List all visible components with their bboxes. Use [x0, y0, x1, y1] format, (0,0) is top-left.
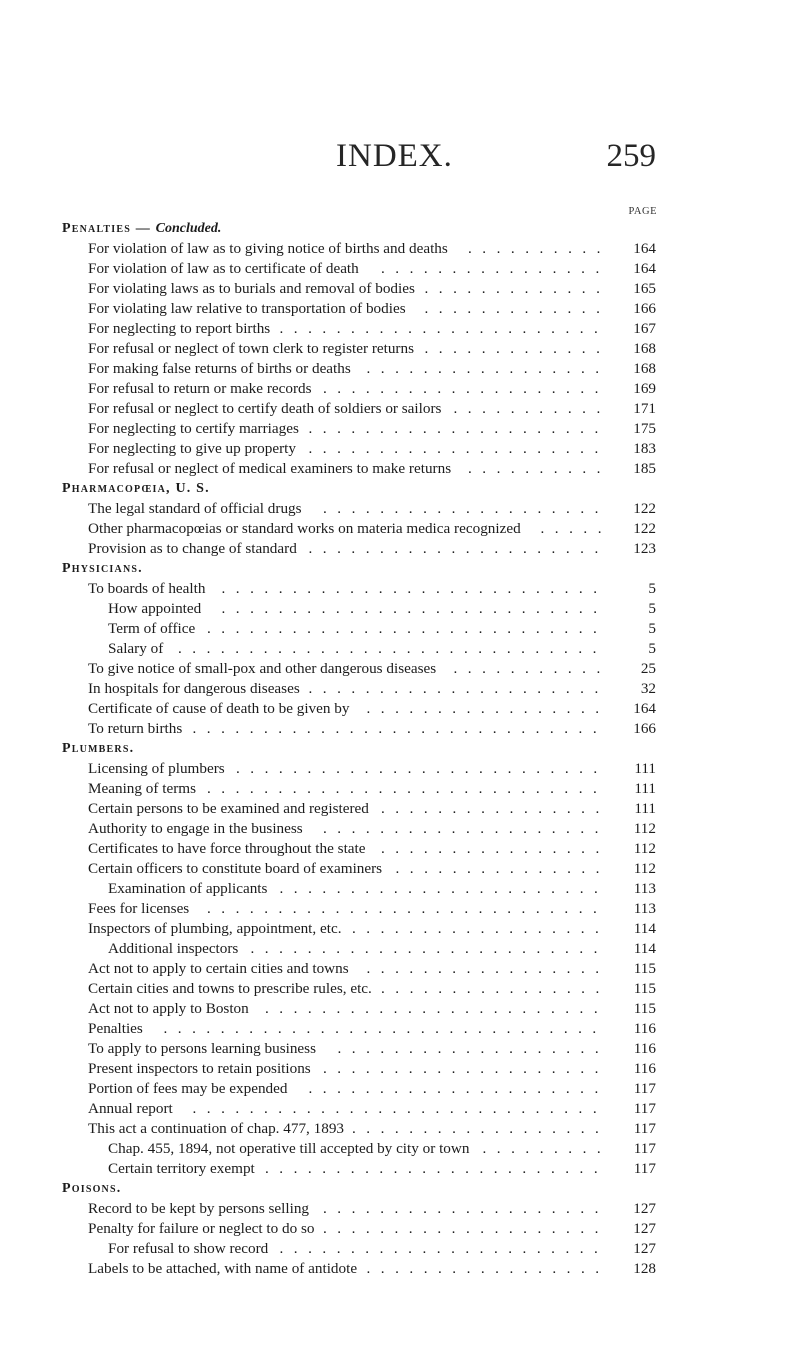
- entry-page-number: 5: [648, 620, 656, 637]
- entry-page-number: 165: [633, 280, 656, 297]
- entry-text: Authority to engage in the business: [88, 820, 303, 837]
- dot-leader: ....................: [323, 380, 609, 397]
- entry-label: [88, 239, 448, 259]
- index-entry: [62, 779, 656, 799]
- index-entry: [62, 539, 656, 559]
- running-head: [0, 138, 800, 182]
- entry-label: [88, 279, 415, 299]
- entry-text: Licensing of plumbers: [88, 760, 225, 777]
- page-number: 259: [606, 138, 656, 174]
- index-entry: [62, 979, 656, 999]
- entry-page-number: 112: [633, 860, 656, 877]
- entry-page-number: 122: [633, 500, 656, 517]
- entry-text: For violating law relative to transportation of bodies: [88, 300, 406, 317]
- entry-label: [88, 839, 366, 859]
- entry-text: For refusal or neglect to certify death of soldiers or sailors: [88, 400, 442, 417]
- index-entry: [62, 299, 656, 319]
- entry-label: [88, 1119, 344, 1139]
- entry-label: [108, 639, 163, 659]
- heading-sublabel: Concluded.: [155, 221, 222, 236]
- entry-text: Additional inspectors: [108, 940, 239, 957]
- entry-page-number: 168: [633, 340, 656, 357]
- dot-leader: .................: [366, 360, 610, 377]
- entry-label: [88, 499, 302, 519]
- entry-label: [88, 539, 297, 559]
- entry-page-number: 115: [633, 980, 656, 997]
- entry-label: [108, 939, 238, 959]
- index-entry: [62, 1099, 656, 1119]
- entry-page-number: 32: [640, 680, 656, 697]
- dot-leader: ....................: [323, 820, 609, 837]
- entry-label: [88, 419, 299, 439]
- page-column-label: PAGE: [628, 206, 657, 217]
- entry-page-number: 171: [633, 400, 656, 417]
- entry-label: [88, 339, 414, 359]
- index-entry: [62, 1239, 656, 1259]
- entry-label: [108, 1139, 469, 1159]
- entry-label: [88, 259, 359, 279]
- index-entry: [62, 1019, 656, 1039]
- index-entry: [62, 399, 656, 419]
- index-entry: [62, 419, 656, 439]
- entry-text: Inspectors of plumbing, appointment, etc.: [88, 920, 342, 937]
- index-entry: [62, 1039, 656, 1059]
- entry-page-number: 127: [633, 1200, 656, 1217]
- entry-label: [88, 779, 196, 799]
- entry-text: To boards of health: [88, 580, 206, 597]
- index-entry: [62, 1059, 656, 1079]
- entry-text: For neglecting to certify marriages: [88, 420, 299, 437]
- entry-page-number: 25: [640, 660, 656, 677]
- entry-label: [88, 859, 382, 879]
- dot-leader: .......................: [279, 880, 609, 897]
- entry-text: This act a continuation of chap. 477, 1893: [88, 1120, 345, 1137]
- dot-leader: .............: [424, 300, 611, 317]
- entry-label: [88, 439, 296, 459]
- dot-leader: ..................: [352, 1120, 610, 1137]
- dot-leader: .............................: [192, 1100, 608, 1117]
- entry-text: For making false returns of births or deaths: [88, 360, 351, 377]
- entry-page-number: 117: [633, 1160, 656, 1177]
- index-entry: [62, 1199, 656, 1219]
- index-heading: [62, 739, 656, 759]
- entry-text: Provision as to change of standard: [88, 540, 297, 557]
- dot-leader: ...............: [395, 860, 610, 877]
- entry-text: Certificates to have force throughout the state: [88, 840, 366, 857]
- index-entry: [62, 839, 656, 859]
- entry-text: Poisons.: [62, 1181, 122, 1196]
- index-entries: [62, 219, 656, 1279]
- entry-page-number: 115: [633, 1000, 656, 1017]
- heading-label: [62, 739, 134, 759]
- index-entry: [62, 899, 656, 919]
- entry-page-number: 113: [633, 900, 656, 917]
- entry-page-number: 111: [634, 760, 656, 777]
- dot-leader: .....................: [308, 540, 609, 557]
- entry-page-number: 117: [633, 1080, 656, 1097]
- entry-text: For refusal to return or make records: [88, 380, 312, 397]
- dot-leader: ...............................: [163, 1020, 607, 1037]
- heading-label: [62, 559, 143, 579]
- entry-page-number: 117: [633, 1100, 656, 1117]
- dot-leader: ....................: [323, 1060, 609, 1077]
- index-entry: [62, 279, 656, 299]
- entry-text: Meaning of terms: [88, 780, 196, 797]
- dot-leader: ...........: [453, 400, 611, 417]
- entry-page-number: 117: [633, 1120, 656, 1137]
- entry-text: Certain cities and towns to prescribe rules, etc.: [88, 980, 372, 997]
- dot-leader: .....................: [308, 420, 609, 437]
- entry-label: [108, 1239, 268, 1259]
- entry-page-number: 116: [633, 1040, 656, 1057]
- index-entry: [62, 259, 656, 279]
- entry-label: [108, 599, 201, 619]
- entry-text: Penalties: [88, 1020, 143, 1037]
- index-entry: [62, 439, 656, 459]
- entry-text: Act not to apply to Boston: [88, 1000, 249, 1017]
- entry-text: For violating laws as to burials and removal of bodies: [88, 280, 415, 297]
- entry-text: Penalty for failure or neglect to do so: [88, 1220, 315, 1237]
- index-entry: [62, 759, 656, 779]
- entry-text: Certificate of cause of death to be given by: [88, 700, 350, 717]
- dot-leader: .................: [366, 1260, 610, 1277]
- entry-label: [88, 959, 349, 979]
- index-entry: [62, 919, 656, 939]
- entry-page-number: 115: [633, 960, 656, 977]
- index-entry: [62, 359, 656, 379]
- index-entry: [62, 819, 656, 839]
- entry-text: Other pharmacopœias or standard works on materia medica recognized: [88, 520, 521, 537]
- entry-page-number: 112: [633, 840, 656, 857]
- dot-leader: ................: [381, 260, 610, 277]
- entry-text: Physicians.: [62, 561, 143, 576]
- entry-page-number: 166: [633, 720, 656, 737]
- entry-page-number: 5: [648, 580, 656, 597]
- dot-leader: .....................: [308, 440, 609, 457]
- index-entry: [62, 1259, 656, 1279]
- entry-text: To return births: [88, 720, 183, 737]
- index-entry: [62, 319, 656, 339]
- entry-label: [88, 1199, 309, 1219]
- dot-leader: ...........: [453, 660, 611, 677]
- dot-leader: ..............................: [178, 640, 607, 657]
- index-entry: [62, 679, 656, 699]
- entry-text: Fees for licenses: [88, 900, 190, 917]
- index-entry: [62, 519, 656, 539]
- dot-leader: ............................: [207, 900, 608, 917]
- entry-page-number: 183: [633, 440, 656, 457]
- entry-text: To give notice of small-pox and other dangerous diseases: [88, 660, 437, 677]
- entry-label: [88, 579, 205, 599]
- dot-leader: ..................: [352, 920, 610, 937]
- entry-label: [88, 379, 312, 399]
- entry-page-number: 112: [633, 820, 656, 837]
- entry-label: [88, 1019, 143, 1039]
- entry-label: [88, 819, 303, 839]
- index-entry: [62, 699, 656, 719]
- entry-label: [88, 659, 436, 679]
- entry-label: [88, 459, 451, 479]
- entry-label: [108, 879, 267, 899]
- entry-text: For refusal to show record: [108, 1240, 269, 1257]
- entry-text: For refusal or neglect of medical examiners to make returns: [88, 460, 452, 477]
- dot-leader: .................: [366, 960, 610, 977]
- dot-leader: .............................: [192, 720, 608, 737]
- entry-label: [88, 319, 270, 339]
- index-heading: [62, 479, 656, 499]
- entry-page-number: 164: [633, 240, 656, 257]
- dot-leader: ..........................: [236, 760, 608, 777]
- entry-text: Penalties —: [62, 221, 156, 236]
- dot-leader: .......................: [279, 320, 609, 337]
- dot-leader: .....................: [308, 680, 609, 697]
- index-entry: [62, 799, 656, 819]
- entry-text: Act not to apply to certain cities and towns: [88, 960, 349, 977]
- index-heading: [62, 559, 656, 579]
- entry-page-number: 164: [633, 700, 656, 717]
- index-entry: [62, 379, 656, 399]
- entry-page-number: 127: [633, 1240, 656, 1257]
- entry-page-number: 5: [648, 640, 656, 657]
- entry-label: [108, 1159, 255, 1179]
- entry-page-number: 111: [634, 800, 656, 817]
- index-entry: [62, 339, 656, 359]
- entry-text: Portion of fees may be expended: [88, 1080, 288, 1097]
- dot-leader: ........................: [265, 1000, 609, 1017]
- dot-leader: .............: [424, 340, 611, 357]
- entry-text: Examination of applicants: [108, 880, 268, 897]
- entry-page-number: 122: [633, 520, 656, 537]
- dot-leader: ............................: [207, 620, 608, 637]
- index-entry: [62, 1219, 656, 1239]
- index-entry: [62, 719, 656, 739]
- entry-label: [88, 719, 182, 739]
- entry-page-number: 117: [633, 1140, 656, 1157]
- index-entry: [62, 579, 656, 599]
- index-entry: [62, 879, 656, 899]
- index-entry: [62, 1139, 656, 1159]
- entry-page-number: 185: [633, 460, 656, 477]
- entry-text: For neglecting to report births: [88, 320, 271, 337]
- entry-page-number: 123: [633, 540, 656, 557]
- entry-label: [88, 399, 441, 419]
- heading-label: [62, 479, 210, 499]
- entry-text: Plumbers.: [62, 741, 135, 756]
- dot-leader: .......................: [279, 1240, 609, 1257]
- entry-page-number: 116: [633, 1060, 656, 1077]
- index-entry: [62, 619, 656, 639]
- entry-text: For neglecting to give up property: [88, 440, 296, 457]
- entry-text: Present inspectors to retain positions: [88, 1060, 311, 1077]
- entry-page-number: 166: [633, 300, 656, 317]
- index-entry: [62, 459, 656, 479]
- index-entry: [62, 1079, 656, 1099]
- entry-label: [88, 299, 406, 319]
- dot-leader: ................: [381, 800, 610, 817]
- index-entry: [62, 599, 656, 619]
- entry-label: [88, 699, 349, 719]
- index-entry: [62, 1119, 656, 1139]
- dot-leader: .................: [366, 700, 610, 717]
- dot-leader: ....................: [323, 500, 609, 517]
- entry-page-number: 167: [633, 320, 656, 337]
- entry-label: [88, 759, 225, 779]
- entry-label: [88, 1039, 316, 1059]
- index-entry: [62, 1159, 656, 1179]
- index-heading: [62, 1179, 656, 1199]
- index-entry: [62, 939, 656, 959]
- entry-text: Certain persons to be examined and registered: [88, 800, 369, 817]
- page-title: INDEX.: [336, 138, 453, 174]
- entry-label: [88, 679, 300, 699]
- entry-text: Pharmacopœia, U. S.: [62, 481, 210, 496]
- dot-leader: .....: [540, 520, 612, 537]
- entry-text: Certain officers to constitute board of examiners: [88, 860, 383, 877]
- entry-label: [88, 1099, 173, 1119]
- entry-page-number: 128: [633, 1260, 656, 1277]
- entry-text: Labels to be attached, with name of antidote: [88, 1260, 358, 1277]
- dot-leader: ....................: [323, 1220, 609, 1237]
- entry-label: [88, 1059, 311, 1079]
- entry-text: How appointed: [108, 600, 202, 617]
- entry-label: [88, 1079, 287, 1099]
- entry-text: Term of office: [108, 620, 196, 637]
- entry-label: [88, 1259, 357, 1279]
- entry-label: [88, 899, 189, 919]
- index-entry: [62, 999, 656, 1019]
- entry-page-number: 111: [634, 780, 656, 797]
- entry-label: [88, 1219, 314, 1239]
- dot-leader: ................: [381, 840, 610, 857]
- index-entry: [62, 639, 656, 659]
- entry-page-number: 175: [633, 420, 656, 437]
- entry-text: In hospitals for dangerous diseases: [88, 680, 300, 697]
- entry-label: [88, 359, 351, 379]
- entry-text: For refusal or neglect of town clerk to register returns: [88, 340, 414, 357]
- entry-label: [108, 619, 195, 639]
- entry-page-number: 169: [633, 380, 656, 397]
- entry-text: Annual report: [88, 1100, 173, 1117]
- heading-label: [62, 1179, 121, 1199]
- index-heading: [62, 219, 656, 239]
- dot-leader: .........................: [250, 940, 608, 957]
- entry-text: Chap. 455, 1894, not operative till accepted by city or town: [108, 1140, 470, 1157]
- dot-leader: ................: [381, 980, 610, 997]
- dot-leader: .....................: [308, 1080, 609, 1097]
- index-entry: [62, 859, 656, 879]
- index-entry: [62, 499, 656, 519]
- entry-text: Record to be kept by persons selling: [88, 1200, 310, 1217]
- entry-label: [88, 519, 521, 539]
- entry-label: [88, 999, 249, 1019]
- entry-page-number: 113: [633, 880, 656, 897]
- entry-page-number: 114: [633, 940, 656, 957]
- entry-page-number: 116: [633, 1020, 656, 1037]
- entry-page-number: 114: [633, 920, 656, 937]
- dot-leader: .........: [482, 1140, 612, 1157]
- dot-leader: ............................: [207, 780, 608, 797]
- entry-page-number: 5: [648, 600, 656, 617]
- entry-text: Certain territory exempt: [108, 1160, 255, 1177]
- index-entry: [62, 659, 656, 679]
- entry-text: For violation of law as to giving notice of births and deaths: [88, 240, 448, 257]
- entry-label: [88, 799, 369, 819]
- heading-label: [62, 219, 221, 239]
- entry-page-number: 164: [633, 260, 656, 277]
- dot-leader: ..........: [468, 460, 611, 477]
- dot-leader: ....................: [323, 1200, 609, 1217]
- entry-text: To apply to persons learning business: [88, 1040, 316, 1057]
- entry-text: Salary of: [108, 640, 164, 657]
- entry-text: The legal standard of official drugs: [88, 500, 302, 517]
- dot-leader: .............: [424, 280, 611, 297]
- index-entry: [62, 239, 656, 259]
- dot-leader: ........................: [265, 1160, 609, 1177]
- dot-leader: ..........: [468, 240, 611, 257]
- dot-leader: ...........................: [221, 600, 608, 617]
- entry-label: [88, 979, 372, 999]
- entry-text: For violation of law as to certificate of death: [88, 260, 359, 277]
- entry-label: [88, 919, 342, 939]
- dot-leader: ...................: [337, 1040, 610, 1057]
- index-entry: [62, 959, 656, 979]
- dot-leader: ...........................: [221, 580, 608, 597]
- entry-page-number: 127: [633, 1220, 656, 1237]
- entry-page-number: 168: [633, 360, 656, 377]
